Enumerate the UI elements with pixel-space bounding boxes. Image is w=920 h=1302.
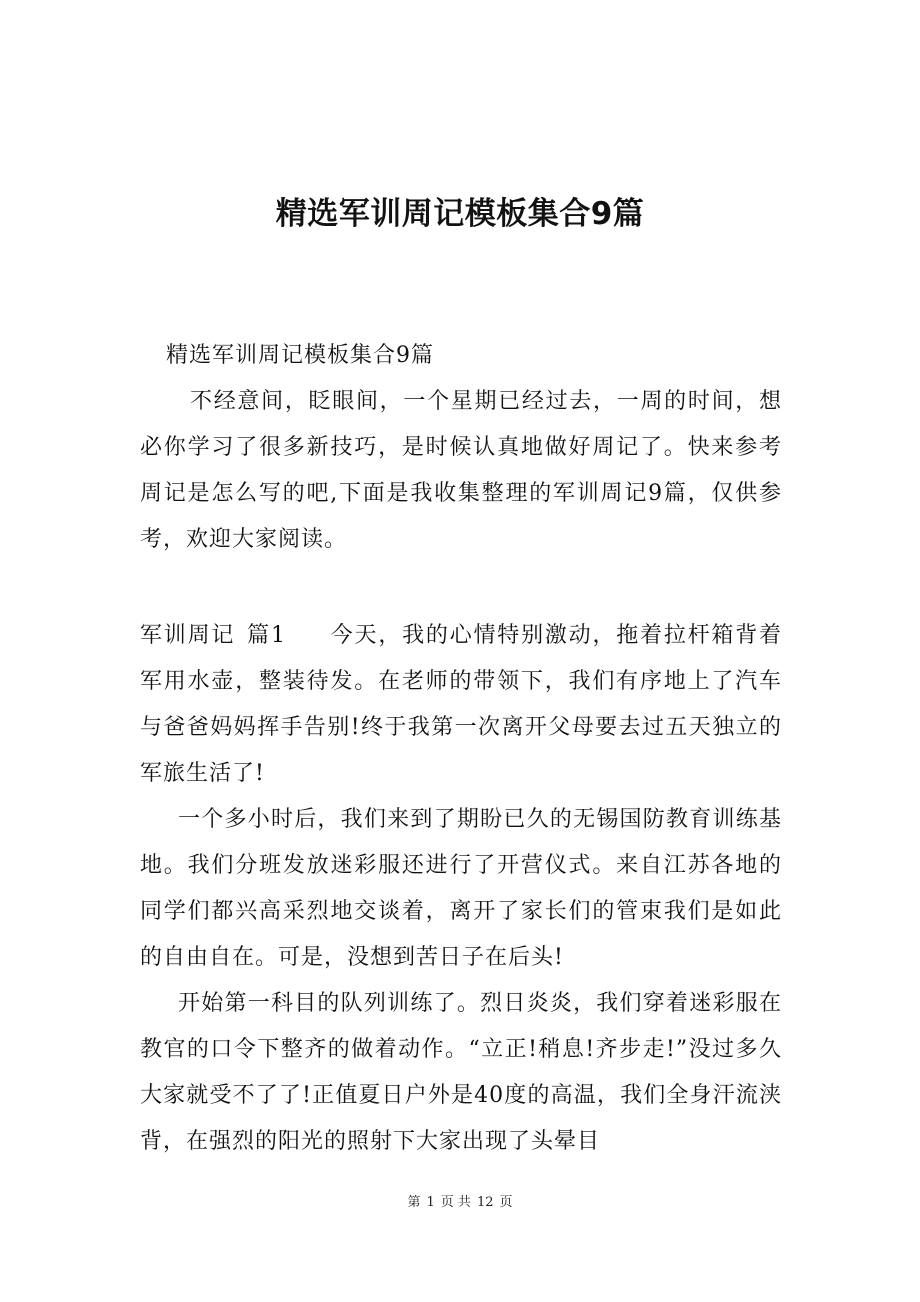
footer-current-page: 1 bbox=[426, 1195, 435, 1210]
paragraph-2: 一个多小时后，我们来到了期盼已久的无锡国防教育训练基地。我们分班发放迷彩服还进行了开营仪式。来自江苏各地的同学们都兴高采烈地交谈着，离开了家长们的管束我们是如此的自由自在。可是，没想到苦日子在后头! bbox=[140, 807, 782, 970]
section-label: 军训周记 bbox=[140, 623, 236, 648]
footer-prefix: 第 bbox=[407, 1195, 421, 1210]
page-footer bbox=[0, 1193, 920, 1213]
footer-suffix: 页 bbox=[499, 1195, 513, 1210]
paragraph-1-text: 今天，我的心情特别激动，拖着拉杆箱背着军用水壶，整装待发。在老师的带领下，我们有序地上了汽车与爸爸妈妈挥手告别!终于我第一次离开父母要去过五天独立的军旅生活了! bbox=[140, 623, 782, 786]
section-number: 篇1 bbox=[247, 623, 286, 648]
footer-middle: 页 共 bbox=[440, 1195, 471, 1210]
document-subtitle: 精选军训周记模板集合9篇 bbox=[166, 343, 434, 368]
intro-paragraph: 不经意间，眨眼间，一个星期已经过去，一周的时间，想必你学习了很多新技巧，是时候认真地做好周记了。快来参考周记是怎么写的吧,下面是我收集整理的军训周记9篇，仅供参考，欢迎大家阅读。 bbox=[140, 389, 782, 552]
section-1-paragraph bbox=[140, 613, 782, 797]
footer-total-pages: 12 bbox=[476, 1195, 494, 1210]
paragraph-3: 开始第一科目的队列训练了。烈日炎炎，我们穿着迷彩服在教官的口令下整齐的做着动作。“立正!稍息!齐步走!”没过多久大家就受不了了!正值夏日户外是40度的高温，我们全身汗流浃背，在强烈的阳光的照射下大家出现了头晕目 bbox=[140, 991, 782, 1154]
document-title: 精选军训周记模板集合9篇 bbox=[275, 196, 645, 232]
